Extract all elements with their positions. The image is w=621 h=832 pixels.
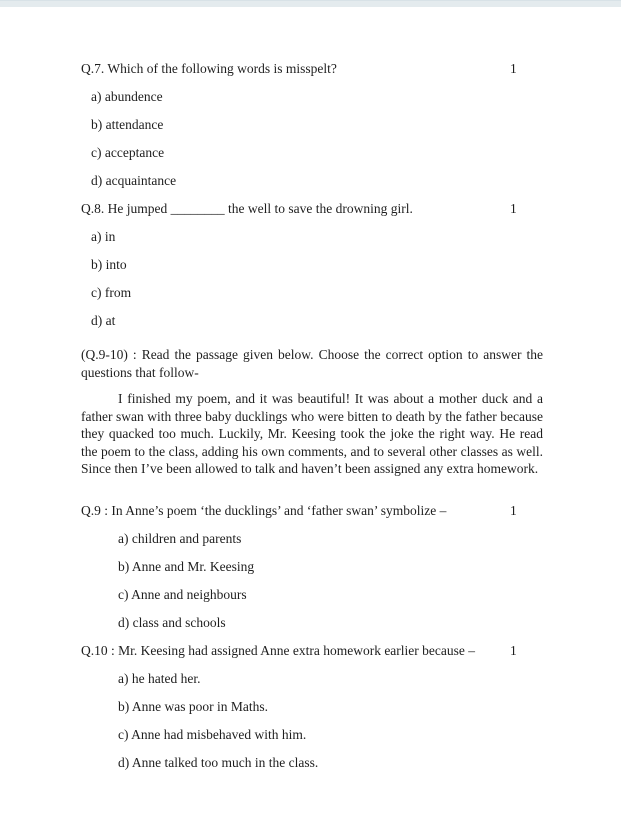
- option-q8-c: c) from: [91, 285, 132, 300]
- document-content: [81, 60, 543, 782]
- option-q10-d: d) Anne talked too much in the class.: [118, 754, 319, 770]
- reading-passage: I finished my poem, and it was beautiful! It was about a mother duck and a father swan with three baby ducklings who were bitten to death by the father because they quacked too much. Luckily, Mr. Keesing took the joke the right way. He read the poem to the class, adding his own comments, and to several other classes as well. Since then I’ve been allowed to talk and haven’t been assigned any extra homework.: [81, 391, 543, 476]
- question-block-q8: [81, 200, 543, 340]
- option-q8-d: d) at: [91, 313, 116, 328]
- question-text-q10: Q.10 : Mr. Keesing had assigned Anne extra homework earlier because –: [81, 642, 476, 658]
- options-q10: [81, 670, 543, 772]
- page-top-edge: [0, 0, 621, 7]
- question-line-q9: [81, 502, 543, 520]
- marks-value-q8: 1: [510, 201, 517, 216]
- option-q10-a: a) he hated her.: [118, 670, 201, 686]
- question-block-q7: [81, 60, 543, 200]
- options-q9: [81, 530, 543, 632]
- question-line-q10: [81, 642, 543, 660]
- marks-value-q10: 1: [510, 642, 517, 658]
- option-q9-d: d) class and schools: [118, 614, 226, 630]
- section-instruction: (Q.9-10) : Read the passage given below. Choose the correct option to answer the questions that follow-: [81, 347, 543, 380]
- option-q10-c: c) Anne had misbehaved with him.: [118, 726, 307, 742]
- option-q7-b: b) attendance: [91, 117, 164, 132]
- question-text-q8: Q.8. He jumped ________ the well to save the drowning girl.: [81, 201, 413, 216]
- question-line-q8: [81, 200, 543, 218]
- question-text-q9: Q.9 : In Anne’s poem ‘the ducklings’ and ‘father swan’ symbolize –: [81, 502, 447, 518]
- option-q7-d: d) acquaintance: [91, 173, 177, 188]
- option-q9-b: b) Anne and Mr. Keesing: [118, 558, 255, 574]
- options-q8: [81, 228, 543, 330]
- option-q10-b: b) Anne was poor in Maths.: [118, 698, 268, 714]
- option-q7-c: c) acceptance: [91, 145, 165, 160]
- marks-value-q7: 1: [510, 61, 517, 76]
- option-q7-a: a) abundence: [91, 89, 163, 104]
- option-q9-a: a) children and parents: [118, 530, 242, 546]
- question-block-q10: [81, 642, 543, 782]
- question-line-q7: [81, 60, 543, 78]
- marks-value-q9: 1: [510, 502, 517, 518]
- options-q7: [81, 88, 543, 190]
- question-block-q9: [81, 502, 543, 642]
- option-q8-a: a) in: [91, 229, 116, 244]
- option-q9-c: c) Anne and neighbours: [118, 586, 247, 602]
- question-text-q7: Q.7. Which of the following words is misspelt?: [81, 61, 337, 76]
- option-q8-b: b) into: [91, 257, 127, 272]
